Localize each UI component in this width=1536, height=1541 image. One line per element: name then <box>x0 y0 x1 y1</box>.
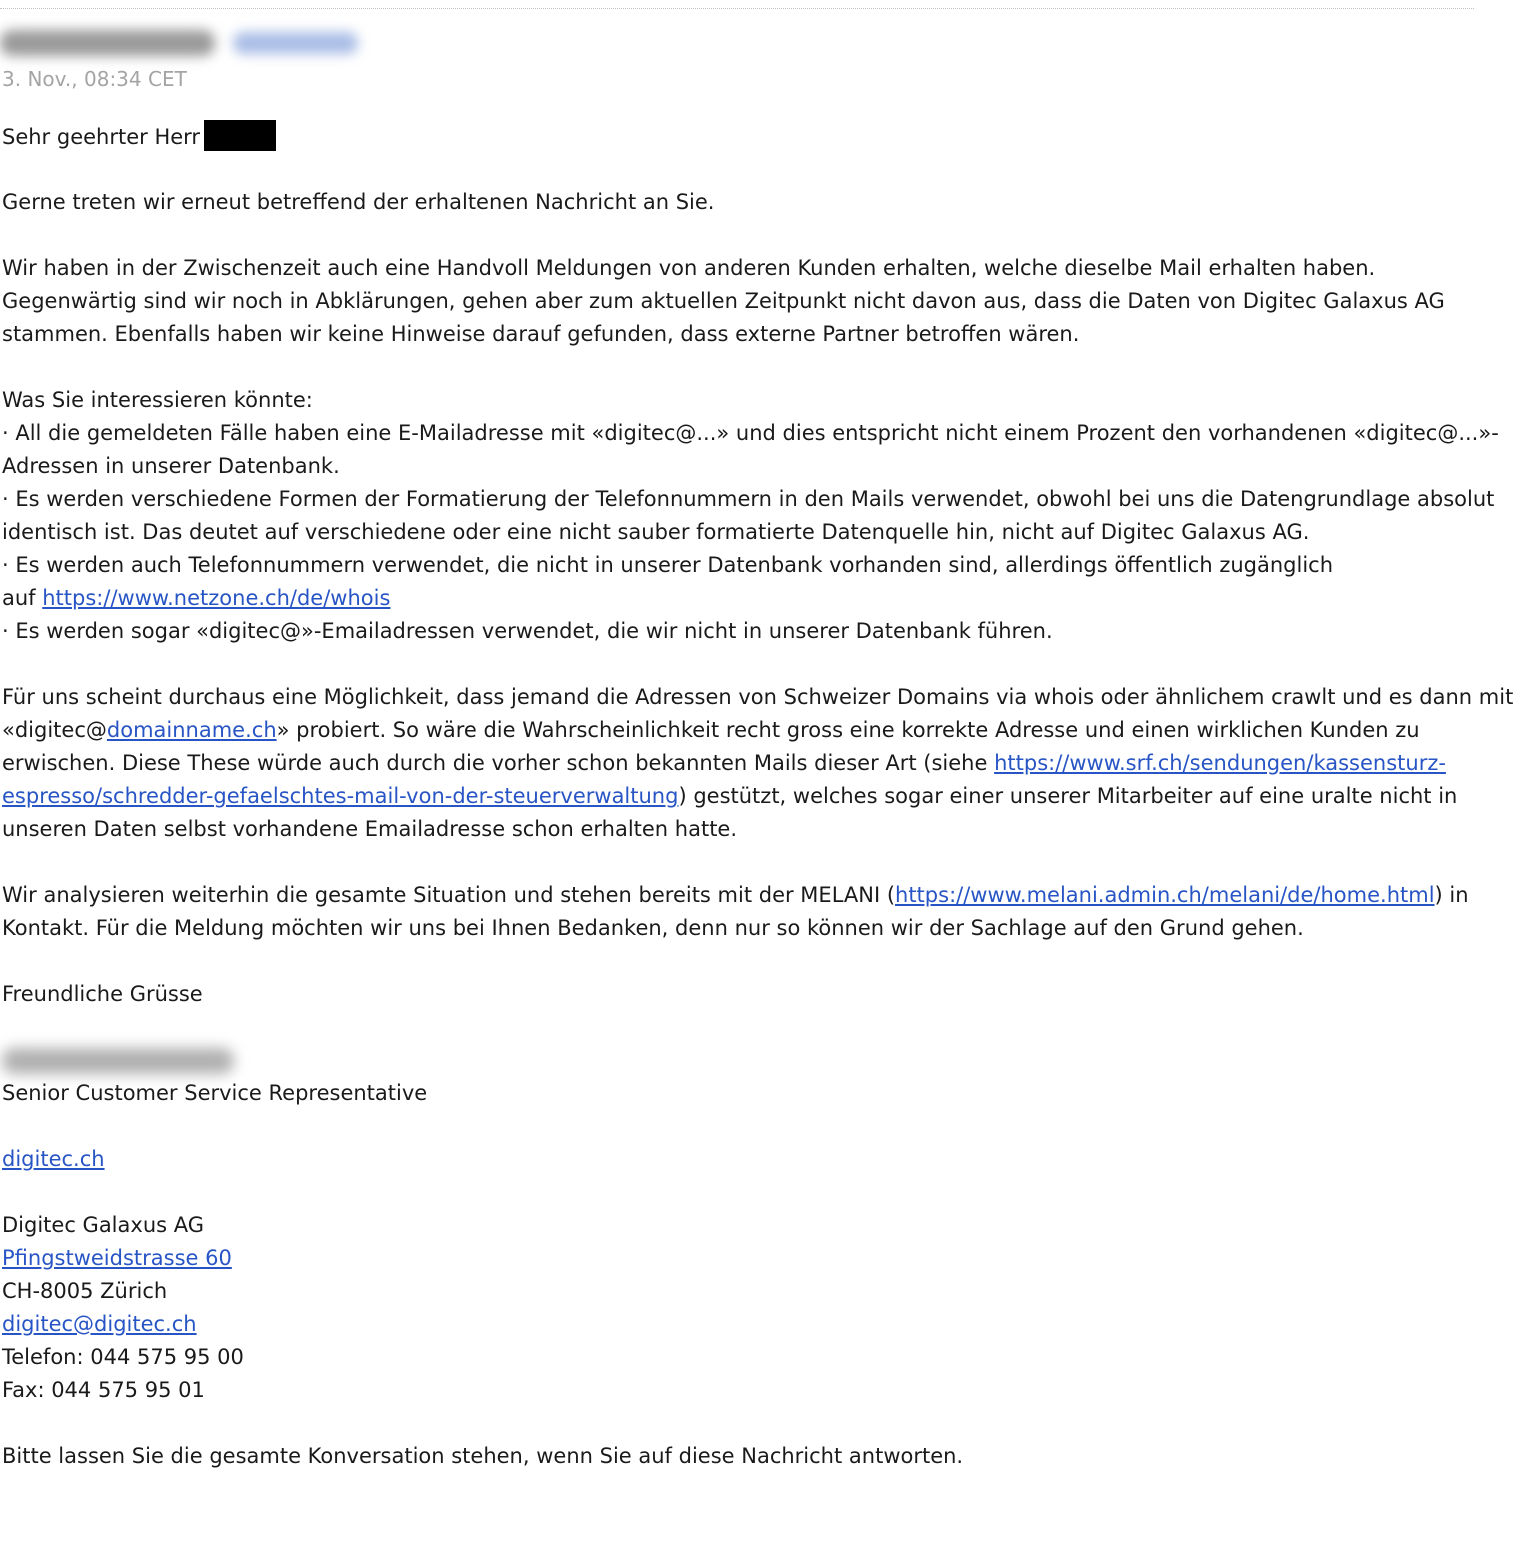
sender-address-blur <box>233 32 358 54</box>
signature-email <box>2 1308 1482 1341</box>
paragraph-4-line-3 <box>2 747 1482 780</box>
list-item-3-line-2 <box>2 582 1482 615</box>
list-item-3-line-1: · Es werden auch Telefonnummern verwendet, die nicht in unserer Datenbank vorhanden sind, allerdings öffentlich zugänglich <box>2 553 1334 577</box>
paragraph-4-line-4 <box>2 780 1482 813</box>
paragraph-4-line-2 <box>2 714 1482 747</box>
signature-fax: Fax: 044 575 95 01 <box>2 1378 205 1402</box>
paragraph-5-line-1 <box>2 879 1482 912</box>
header-divider <box>0 8 1474 9</box>
sender-name-blur <box>0 30 215 56</box>
message-body <box>2 120 1514 1473</box>
melani-link[interactable]: https://www.melani.admin.ch/melani/de/home.html <box>895 883 1435 907</box>
srf-article-link-part-2[interactable]: espresso/schredder-gefaelschtes-mail-von-der-steuerverwaltung <box>2 784 679 808</box>
paragraph-4-line-2-prefix: «digitec@ <box>2 718 107 742</box>
recipient-name-redacted <box>204 120 276 151</box>
signature-company: Digitec Galaxus AG <box>2 1213 205 1237</box>
list-item-1-line-1: · All die gemeldeten Fälle haben eine E-Mailadresse mit «digitec@...» und dies entspricht nicht einem Prozent den vorhandenen «digitec@...»- <box>2 421 1499 445</box>
signature-city: CH-8005 Zürich <box>2 1279 168 1303</box>
paragraph-intro: Gerne treten wir erneut betreffend der erhaltenen Nachricht an Sie. <box>2 190 715 214</box>
paragraph-5-line-2: Kontakt. Für die Meldung möchten wir uns bei Ihnen Bedanken, denn nur so können wir der Sachlage auf den Grund gehen. <box>2 916 1304 940</box>
paragraph-4-line-1: Für uns scheint durchaus eine Möglichkeit, dass jemand die Adressen von Schweizer Domains via whois oder ähnlichem crawlt und es dann mit <box>2 685 1514 709</box>
paragraph-2-line-1: Wir haben in der Zwischenzeit auch eine Handvoll Meldungen von anderen Kunden erhalten, welche dieselbe Mail erhalten haben. <box>2 256 1376 280</box>
closing: Freundliche Grüsse <box>2 982 203 1006</box>
list-item-1-line-2: Adressen in unserer Datenbank. <box>2 454 340 478</box>
paragraph-2-line-3: stammen. Ebenfalls haben wir keine Hinweise darauf gefunden, dass externe Partner betroffen wären. <box>2 322 1080 346</box>
paragraph-4-line-5: unseren Daten selbst vorhandene Emailadresse schon erhalten hatte. <box>2 817 738 841</box>
list-item-2-line-2: identisch ist. Das deutet auf verschiedene oder eine nicht sauber formatierte Datenquelle hin, nicht auf Digitec Galaxus AG. <box>2 520 1310 544</box>
list-item-2-line-1: · Es werden verschiedene Formen der Formatierung der Telefonnummern in den Mails verwendet, obwohl bei uns die Datengrundlage absolut <box>2 487 1495 511</box>
paragraph-5-line-1-prefix: Wir analysieren weiterhin die gesamte Situation und stehen bereits mit der MELANI ( <box>2 883 896 907</box>
list-item-3-prefix: auf <box>2 586 43 610</box>
list-heading: Was Sie interessieren könnte: <box>2 388 313 412</box>
email-link[interactable]: digitec@digitec.ch <box>2 1312 197 1336</box>
paragraph-2-line-2: Gegenwärtig sind wir noch in Abklärungen, gehen aber zum aktuellen Zeitpunkt nicht davon aus, dass die Daten von Digitec Galaxus AG <box>2 289 1445 313</box>
netzone-whois-link[interactable]: https://www.netzone.ch/de/whois <box>42 586 391 610</box>
street-address-link[interactable]: Pfingstweidstrasse 60 <box>2 1246 232 1270</box>
domainname-link[interactable]: domainname.ch <box>106 718 277 742</box>
paragraph-4-line-2-suffix: » probiert. So wäre die Wahrscheinlichkeit recht gross eine korrekte Adresse und einen wirklichen Kunden zu <box>276 718 1420 742</box>
website-link[interactable]: digitec.ch <box>2 1147 105 1171</box>
paragraph-4-line-3-prefix: erwischen. Diese These würde auch durch die vorher schon bekannten Mails dieser Art (siehe <box>2 751 995 775</box>
signature-phone: Telefon: 044 575 95 00 <box>2 1345 244 1369</box>
sender-redacted <box>0 28 370 58</box>
list-item-4: · Es werden sogar «digitec@»-Emailadressen verwendet, die wir nicht in unserer Datenbank führen. <box>2 619 1053 643</box>
signature-title: Senior Customer Service Representative <box>2 1081 428 1105</box>
message-timestamp: 3. Nov., 08:34 CET <box>2 67 187 91</box>
signature-name-redacted <box>2 1044 1482 1077</box>
paragraph-4-line-4-suffix: ) gestützt, welches sogar einer unserer Mitarbeiter auf eine uralte nicht in <box>678 784 1458 808</box>
signature-website <box>2 1143 1482 1176</box>
footer-note: Bitte lassen Sie die gesamte Konversation stehen, wenn Sie auf diese Nachricht antworten. <box>2 1444 964 1468</box>
paragraph-5-line-1-suffix: ) in <box>1434 883 1469 907</box>
srf-article-link-part-1[interactable]: https://www.srf.ch/sendungen/kassensturz- <box>994 751 1446 775</box>
greeting-line <box>2 120 1482 153</box>
greeting: Sehr geehrter Herr <box>2 125 201 149</box>
signature-street <box>2 1242 1482 1275</box>
